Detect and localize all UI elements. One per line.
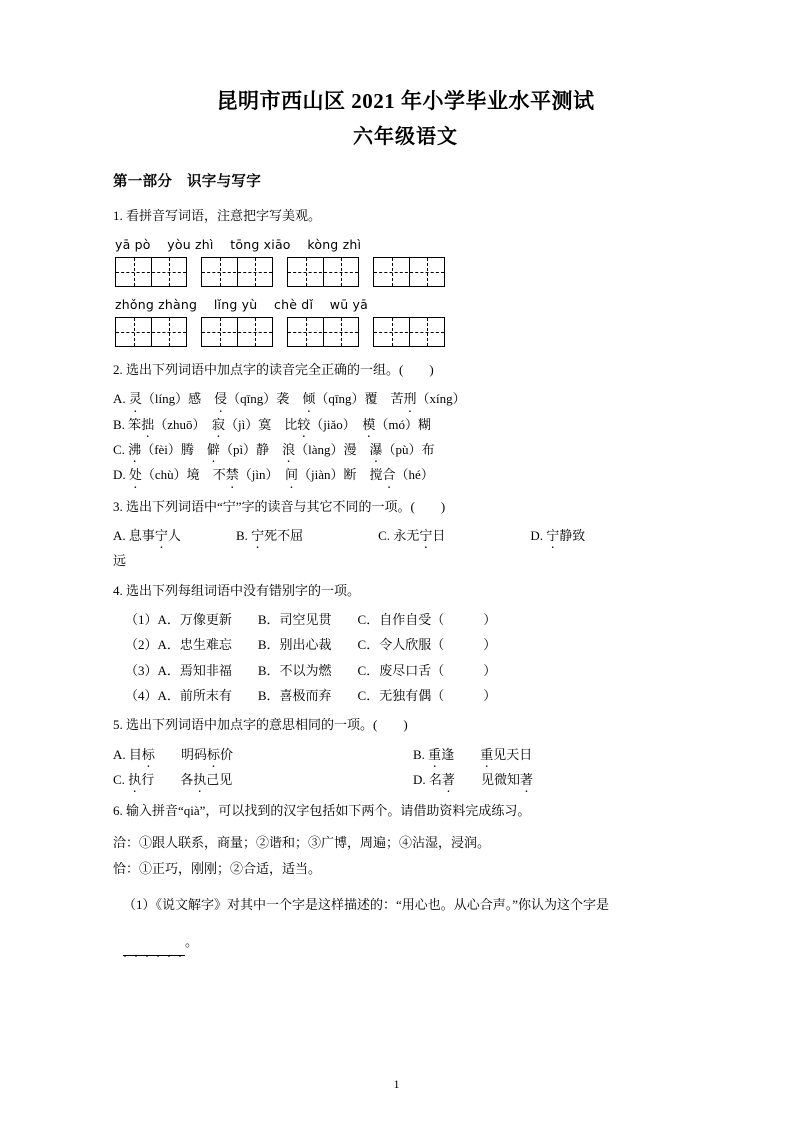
word-prefix: 搅 [369, 467, 383, 483]
word-suffix: （líng）感 [141, 391, 202, 407]
question-1-prompt: 1. 看拼音写词语，注意把字写美观。 [113, 207, 322, 223]
word-suffix: 死不屈 [264, 527, 304, 543]
question-3-prompt: 3. 选出下列词语中“宁”字的读音与其它不同的一项。( ) [113, 498, 446, 514]
word-suffix: （làng）漫 [295, 441, 357, 457]
gap [455, 772, 481, 787]
dotted-character: 著 [519, 772, 533, 787]
question-3-options [113, 523, 698, 548]
option-label: C. [378, 527, 394, 543]
question-4-subitem[interactable]: （2）A．忠生难忘 B．别出心裁 C．令人欣服（ ） [125, 637, 497, 653]
writing-grid-cell[interactable] [151, 258, 186, 286]
gap [349, 417, 362, 432]
word-suffix: 日 [432, 527, 446, 543]
word-suffix: （pì）静 [219, 441, 270, 457]
gap [377, 391, 390, 406]
writing-grid-cell[interactable] [323, 318, 358, 346]
writing-grid-cell[interactable] [116, 318, 151, 346]
question-6-sub-1-answer-line [113, 928, 698, 955]
writing-grid-cell[interactable] [202, 318, 237, 346]
option-label: A. [113, 391, 129, 407]
option-label: C. [113, 772, 129, 787]
question-5-option-row [113, 742, 698, 767]
page-number: 1 [393, 1077, 400, 1091]
dotted-character: 合 [382, 467, 396, 483]
dotted-character: 侵 [214, 391, 228, 407]
word-prefix: 名 [428, 772, 442, 787]
word-suffix: （hé） [395, 467, 434, 483]
question-2-prompt: 2. 选出下列词语中加点字的读音完全正确的一组。( ) [113, 361, 434, 377]
gap [269, 442, 282, 457]
word-suffix: （qīng）覆 [315, 391, 378, 407]
question-2-options [113, 386, 698, 487]
writing-grid-cell[interactable] [288, 258, 323, 286]
dotted-character: 沸 [128, 441, 142, 457]
gap [272, 467, 285, 482]
dotted-character: 间 [284, 467, 298, 483]
word-prefix: 息事 [128, 527, 155, 543]
option-label: A. [113, 527, 129, 543]
question-2-option[interactable] [113, 462, 698, 487]
word-prefix: 各 [180, 772, 194, 787]
dotted-character: 著 [441, 772, 455, 787]
word-prefix: 笨 [128, 416, 142, 432]
question-5-option[interactable] [113, 742, 413, 767]
word-suffix: （jìn） [238, 467, 272, 483]
gap [194, 442, 207, 457]
question-6-definition-qia-1: 洽：①跟人联系，商量；②谐和；③广博，周遍；④沾湿，浸润。 [113, 834, 491, 850]
writing-grid-box[interactable] [201, 317, 273, 347]
writing-grid-cell[interactable] [374, 318, 409, 346]
question-3-option[interactable] [530, 523, 585, 548]
page-title: 昆明市西山区 2021 年小学毕业水平测试 [216, 89, 595, 113]
writing-grid-cell[interactable] [237, 258, 272, 286]
question-5-option[interactable] [113, 767, 413, 792]
question-5-option[interactable] [413, 742, 532, 767]
writing-grid-cell[interactable] [116, 258, 151, 286]
question-6-prompt: 6. 输入拼音“qià”，可以找到的汉字包括如下两个。请借助资料完成练习。 [113, 803, 531, 819]
word-suffix: （zhuō） [154, 416, 199, 432]
question-3-option[interactable] [378, 523, 445, 548]
question-2-option[interactable] [113, 437, 698, 462]
writing-grid-cell[interactable] [409, 318, 444, 346]
question-5-options [113, 742, 698, 793]
dotted-character: 标 [206, 746, 220, 762]
dotted-character: 标 [141, 746, 155, 762]
gap [201, 391, 214, 406]
writing-grid-box[interactable] [287, 317, 359, 347]
question-2-option[interactable] [113, 412, 698, 437]
question-5-option[interactable] [413, 767, 533, 792]
option-label: B. [113, 416, 129, 432]
writing-grid-box[interactable] [201, 257, 273, 287]
question-3-option[interactable] [236, 523, 303, 548]
question-4-subitem[interactable]: （4）A．前所末有 B．喜极而弃 C．无独有偶（ ） [125, 687, 497, 703]
word-suffix: （xíng） [416, 391, 466, 407]
question-1-pinyin-row-1: yā pò yòu zhì tōng xiāo kòng zhì [115, 236, 362, 252]
option-label: A. [113, 746, 129, 762]
writing-grid-cell[interactable] [288, 318, 323, 346]
gap [357, 467, 370, 482]
writing-grid-cell[interactable] [151, 318, 186, 346]
dotted-character: 倾 [302, 391, 316, 407]
writing-grid-box[interactable] [115, 317, 187, 347]
writing-grid-cell[interactable] [237, 318, 272, 346]
writing-grid-box[interactable] [115, 257, 187, 287]
section-heading: 第一部分 识字与写字 [113, 173, 261, 190]
question-6-sub-1 [113, 891, 698, 918]
dotted-character: 较 [297, 416, 311, 432]
dotted-character: 浪 [282, 441, 296, 457]
dotted-character: 执 [193, 772, 207, 787]
word-prefix: 见微知 [480, 772, 520, 787]
word-suffix: 人 [167, 527, 181, 543]
dotted-character: 重 [428, 746, 442, 762]
question-4-subitems [113, 607, 698, 708]
option-label: C. [113, 441, 129, 457]
question-4-prompt: 4. 选出下列每组词语中没有错别字的一项。 [113, 582, 361, 598]
question-5-option-row [113, 767, 698, 792]
dotted-character: 宁 [154, 527, 168, 543]
question-6-sub-1-text: （1）《说文解字》对其中一个字是这样描述的：“用心也。从心合声。”你认为这个字是 [123, 896, 610, 912]
dotted-character: 寂 [212, 416, 226, 432]
dotted-character: 刑 [403, 391, 417, 407]
question-3-wrap-tail: 远 [113, 553, 127, 569]
word-suffix: （jiàn）断 [298, 467, 357, 483]
option-label: D. [113, 467, 129, 483]
word-prefix: 苦 [390, 391, 404, 407]
word-suffix: 静致 [559, 527, 586, 543]
word-suffix: 价 [219, 746, 233, 762]
dotted-character: 禁 [225, 467, 239, 483]
writing-grid-box[interactable] [373, 317, 445, 347]
dotted-character: 宁 [419, 527, 433, 543]
dotted-character: 拙 [141, 416, 155, 432]
gap [199, 417, 212, 432]
dotted-character: 重 [480, 746, 494, 762]
question-2-option[interactable] [113, 386, 698, 411]
dotted-character: 瀑 [369, 441, 383, 457]
word-suffix: （pù）布 [382, 441, 435, 457]
question-1-pinyin-row-2: zhǒng zhàng lǐng yù chè dǐ wū yā [115, 296, 368, 312]
word-suffix: （fèi）腾 [141, 441, 194, 457]
question-5-prompt: 5. 选出下列词语中加点字的意思相同的一项。( ) [113, 717, 408, 733]
word-suffix: 逢 [441, 746, 455, 762]
question-6-definition-qia-2: 恰：①正巧，刚刚；②合适，适当。 [113, 861, 322, 877]
dotted-character: 僻 [206, 441, 220, 457]
word-prefix: 比 [284, 416, 298, 432]
gap [271, 417, 284, 432]
question-1-grid-row-1 [115, 257, 698, 287]
question-3-option[interactable] [113, 523, 181, 548]
question-4-subitem[interactable]: （3）A．焉知非福 B．不以为燃 C．废尽口舌（ ） [125, 662, 497, 678]
dotted-character: 灵 [128, 391, 142, 407]
word-suffix: （jì）寞 [225, 416, 272, 432]
writing-grid-cell[interactable] [202, 258, 237, 286]
writing-grid-box[interactable] [287, 257, 359, 287]
option-label: B. [235, 527, 252, 543]
dotted-character: 宁 [251, 527, 265, 543]
gap [454, 747, 480, 762]
dotted-character: 宁 [546, 527, 560, 543]
writing-grid-box[interactable] [373, 257, 445, 287]
writing-grid-cell[interactable] [323, 258, 358, 286]
question-6-sub-1-period: 。 [185, 934, 199, 950]
word-suffix: 见天日 [493, 746, 533, 762]
page-subtitle: 六年级语文 [353, 125, 458, 148]
word-prefix: 不 [212, 467, 226, 483]
word-suffix: （jiǎo） [310, 416, 350, 432]
dotted-character: 模 [362, 416, 376, 432]
option-label: D. [530, 527, 547, 543]
writing-grid-cell[interactable] [409, 258, 444, 286]
question-4-subitem[interactable]: （1）A．万像更新 B．司空见贯 C．自作自受（ ） [125, 611, 497, 627]
question-1-grid-row-2 [115, 317, 698, 347]
word-prefix: 永无 [393, 527, 420, 543]
word-prefix: 目 [128, 746, 142, 762]
word-prefix: 明码 [180, 746, 207, 762]
word-suffix: （qīng）袭 [227, 391, 290, 407]
dotted-character: 处 [128, 467, 142, 483]
word-suffix: （chù）境 [141, 467, 200, 483]
writing-grid-cell[interactable] [374, 258, 409, 286]
word-suffix: 己见 [206, 772, 233, 787]
gap [155, 747, 181, 762]
dotted-character: 执 [128, 772, 142, 787]
word-suffix: 行 [141, 772, 155, 787]
option-label: B. [413, 746, 429, 762]
gap [154, 772, 180, 787]
answer-blank[interactable] [123, 940, 185, 956]
option-label: D. [413, 772, 429, 787]
gap [289, 391, 302, 406]
word-suffix: （mó）糊 [375, 416, 431, 432]
